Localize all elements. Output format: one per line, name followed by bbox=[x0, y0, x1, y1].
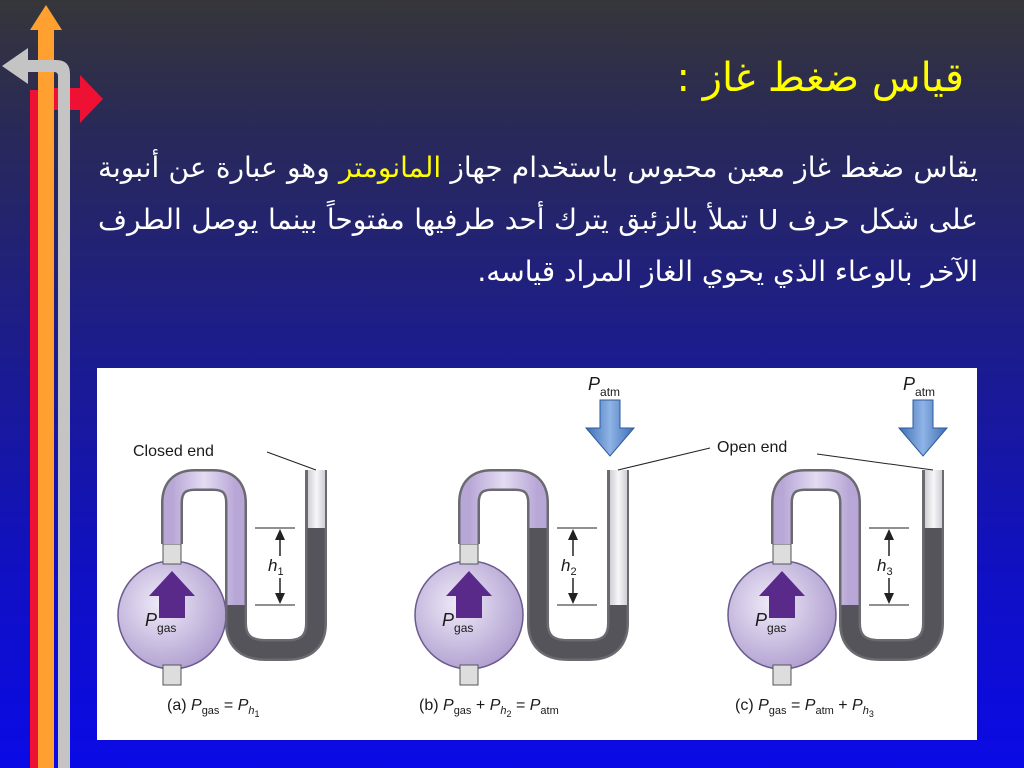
pgas-label-c: $P_{gas}$ bbox=[755, 610, 787, 635]
open-end-leader-c bbox=[817, 454, 933, 470]
valve-bottom-b bbox=[460, 665, 478, 685]
h1-label: $h_1$ bbox=[268, 556, 284, 578]
manometer-term: المانومتر bbox=[338, 151, 442, 184]
valve-top-c bbox=[773, 544, 791, 564]
h2-label: $h_2$ bbox=[561, 556, 577, 578]
manometer-figure bbox=[97, 368, 977, 740]
pgas-label-a: $P_{gas}$ bbox=[145, 610, 177, 635]
orange-bar bbox=[38, 28, 54, 768]
caption-c: (c) $P_{gas} = P_{atm} + P_h3$ bbox=[735, 697, 874, 719]
valve-bottom-a bbox=[163, 665, 181, 685]
orange-arrow-up-icon bbox=[30, 5, 62, 30]
manometer-c bbox=[728, 374, 947, 685]
closed-end-label: Closed end bbox=[133, 443, 214, 460]
manometer-a bbox=[118, 470, 325, 685]
caption-a: (a) $P_{gas} = P_h1$ bbox=[167, 697, 260, 719]
atm-arrow-c bbox=[899, 400, 947, 456]
valve-top-a bbox=[163, 544, 181, 564]
open-tube-b bbox=[610, 470, 627, 605]
arrowhead-up-a bbox=[275, 529, 285, 540]
atm-arrow-b bbox=[586, 400, 634, 456]
manometer-b bbox=[415, 374, 634, 685]
gray-arrow-left-icon bbox=[2, 48, 28, 84]
arrowhead-down-a bbox=[275, 593, 285, 604]
closed-tube-top bbox=[308, 470, 325, 528]
closed-end-leader bbox=[267, 452, 316, 470]
pgas-label-b: $P_{gas}$ bbox=[442, 610, 474, 635]
valve-bottom-c bbox=[773, 665, 791, 685]
slide-paragraph bbox=[98, 142, 978, 298]
paragraph-text-start: يقاس ضغط غاز معين محبوس باستخدام جهاز bbox=[441, 151, 978, 184]
open-tube-c bbox=[925, 470, 942, 528]
paragraph-text-end: وهو عبارة عن أنبوبة على شكل حرف U تملأ بالزئبق يترك أحد طرفيها مفتوحاً بينما يوصل الطرف الآخر بالوعاء الذي يحوي الغاز المراد قياسه. bbox=[98, 151, 978, 288]
patm-label-c: $P_{atm}$ bbox=[903, 374, 936, 399]
open-end-label: Open end bbox=[717, 439, 788, 456]
valve-top-b bbox=[460, 544, 478, 564]
open-end-leader-b bbox=[618, 448, 710, 470]
decorative-arrows bbox=[0, 0, 110, 768]
slide-title: قياس ضغط غاز : bbox=[676, 55, 964, 101]
patm-label-b: $P_{atm}$ bbox=[588, 374, 621, 399]
caption-b: (b) $P_{gas} + P_h2 = P_{atm}$ bbox=[419, 697, 559, 719]
h3-label: $h_3$ bbox=[877, 556, 893, 578]
